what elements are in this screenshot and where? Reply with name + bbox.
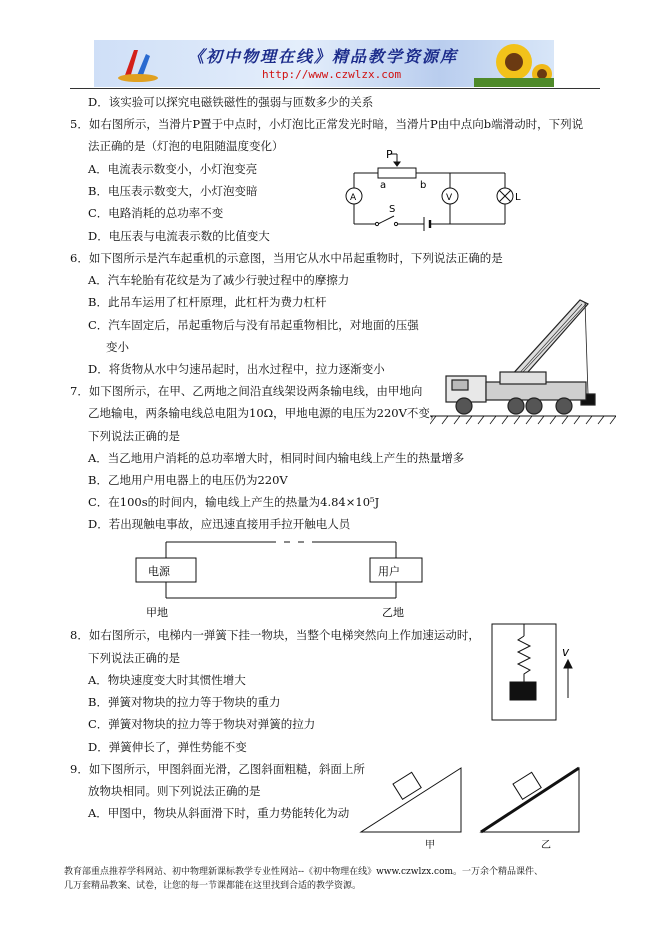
incline-jia-label: 甲: [425, 840, 435, 851]
user-label: 用户: [378, 565, 400, 578]
q7-option-b: B．乙地用户用电器上的电压仍为220V: [88, 473, 288, 487]
velocity-label: v: [562, 645, 570, 659]
footer-line1: 教育部重点推荐学科网站、初中物理新课标教学专业性网站--《初中物理在线》www.czwlzx.com。一万余个精品课件、: [64, 867, 544, 877]
q5-option-a: A．电流表示数变小，小灯泡变亮: [88, 162, 258, 176]
q6-crane-truck-image: [430, 290, 616, 432]
q6-option-c: C．汽车固定后，吊起重物后与没有吊起重物相比，对地面的压强: [88, 318, 419, 332]
q5-option-c: C．电路消耗的总功率不变: [88, 206, 224, 220]
header-banner: [94, 40, 554, 87]
label-p: P: [386, 148, 393, 161]
q6-option-b: B．此吊车运用了杠杆原理，此杠杆为费力杠杆: [88, 295, 327, 309]
q5-stem-line1: 5．如右图所示，当滑片P置于中点时，小灯泡比正常发光时暗，当滑片P由中点向b端滑动时，下列说: [70, 117, 584, 131]
rheostat: [378, 168, 416, 178]
header-rule: [70, 88, 600, 89]
footer-line2: 几万套精品教案、试卷，让您的每一节课都能在这里找到合适的教学资源。: [64, 881, 362, 891]
q8-option-b: B．弹簧对物块的拉力等于物块的重力: [88, 695, 281, 709]
q9-stem-line2: 放物块相同。则下列说法正确的是: [88, 784, 261, 798]
spring: [518, 636, 530, 682]
q7-option-c: C．在100s的时间内，输电线上产生的热量为4.84×10⁵J: [88, 495, 380, 509]
banner-url: http://www.czwlzx.com: [262, 68, 402, 81]
elevator-box: [492, 624, 556, 720]
q7-transmission-diagram: [130, 538, 430, 622]
q5-option-b: B．电压表示数变大，小灯泡变暗: [88, 184, 258, 198]
block-smooth: [393, 772, 421, 799]
voltmeter-label: V: [446, 193, 453, 203]
source-label: 电源: [148, 565, 170, 578]
q5-circuit-diagram: [340, 146, 540, 242]
q5-stem-line2: 法正确的是（灯泡的电阻随温度变化）: [88, 139, 284, 153]
label-a: a: [380, 180, 387, 191]
site-logo: [116, 44, 160, 84]
q7-option-a: A．当乙地用户消耗的总功率增大时，相同时间内输电线上产生的热量增多: [88, 451, 465, 465]
q6-option-a: A．汽车轮胎有花纹是为了减少行驶过程中的摩擦力: [88, 273, 350, 287]
q8-stem-line2: 下列说法正确的是: [88, 651, 180, 665]
q4-option-d: D．该实验可以探究电磁铁磁性的强弱与匝数多少的关系: [88, 95, 374, 109]
place-jia-label: 甲地: [146, 606, 168, 619]
q9-incline-diagrams: [355, 762, 585, 852]
q5-option-d: D．电压表与电流表示数的比值变大: [88, 229, 270, 243]
q7-option-d: D．若出现触电事故，应迅速直接用手拉开触电人员: [88, 517, 351, 531]
ammeter-label: A: [350, 193, 357, 203]
q8-elevator-diagram: [488, 620, 580, 722]
place-yi-label: 乙地: [382, 606, 404, 619]
label-b: b: [420, 180, 427, 191]
q9-stem-line1: 9．如下图所示，甲图斜面光滑，乙图斜面粗糙，斜面上所: [70, 762, 365, 776]
label-l: L: [515, 192, 521, 203]
q8-option-d: D．弹簧伸长了，弹性势能不变: [88, 740, 247, 754]
q9-option-a: A．甲图中，物块从斜面滑下时，重力势能转化为动: [88, 806, 350, 820]
q7-stem-line3: 下列说法正确的是: [88, 429, 180, 443]
q8-option-a: A．物块速度变大时其惯性增大: [88, 673, 246, 687]
block: [510, 682, 536, 700]
q6-option-d: D．将货物从水中匀速吊起时，出水过程中，拉力逐渐变小: [88, 362, 385, 376]
q8-stem-line1: 8．如右图所示，电梯内一弹簧下挂一物块，当整个电梯突然向上作加速运动时，: [70, 628, 480, 642]
banner-title: 《初中物理在线》精品教学资源库: [188, 47, 459, 66]
q7-stem-line1: 7．如下图所示，在甲、乙两地之间沿直线架设两条输电线，由甲地向: [70, 384, 423, 398]
q7-stem-line2: 乙地输电，两条输电线总电阻为10Ω，甲地电源的电压为220V不变，: [88, 406, 442, 420]
q6-stem: 6．如下图所示是汽车起重机的示意图，当用它从水中吊起重物时，下列说法正确的是: [70, 251, 503, 265]
q6-option-c-cont: 变小: [106, 340, 129, 354]
incline-yi-label: 乙: [541, 840, 551, 851]
sunflower-image: [474, 40, 554, 87]
label-s: S: [389, 204, 396, 215]
q8-option-c: C．弹簧对物块的拉力等于物块对弹簧的拉力: [88, 717, 316, 731]
